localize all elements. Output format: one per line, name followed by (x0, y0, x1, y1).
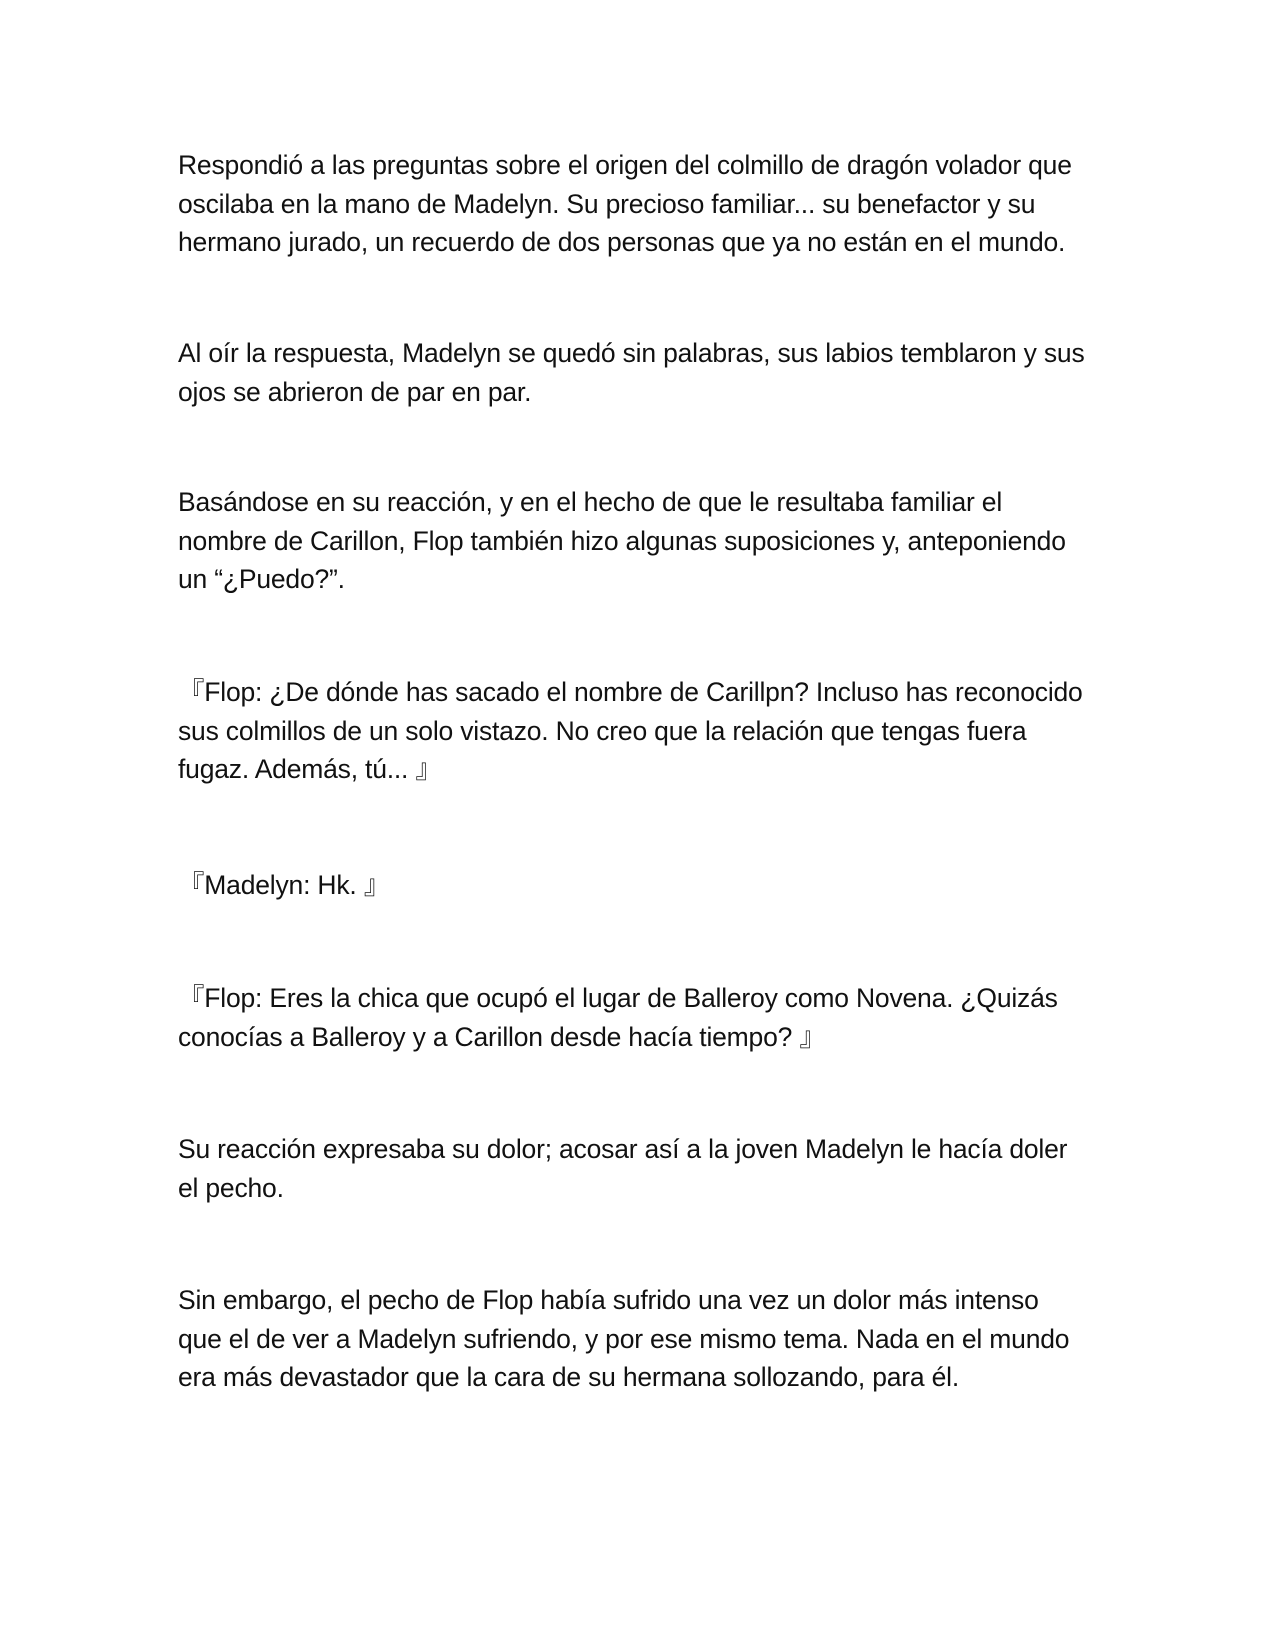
paragraph-madelyn-reaction (178, 334, 1118, 411)
paragraph-pain (178, 1130, 1118, 1207)
text-line: Su reacción expresaba su dolor; acosar así a la joven Madelyn le hacía doler (178, 1134, 1068, 1164)
text-line: conocías a Balleroy y a Carillon desde hacía tiempo? 』 (178, 1021, 826, 1052)
text-line: 『Flop: ¿De dónde has sacado el nombre de Carillpn? Incluso has reconocido (178, 677, 1083, 707)
dialogue-flop-question (178, 673, 1118, 789)
paragraph-sister (178, 1281, 1118, 1397)
text-line: Al oír la respuesta, Madelyn se quedó sin palabras, sus labios temblaron y sus (178, 338, 1085, 368)
paragraph-flop-suppositions (178, 483, 1118, 599)
text-line: Respondió a las preguntas sobre el origen del colmillo de dragón volador que (178, 150, 1072, 180)
text-line: hermano jurado, un recuerdo de dos personas que ya no están en el mundo. (178, 227, 1066, 257)
text-line: el pecho. (178, 1172, 284, 1203)
text-line: nombre de Carillon, Flop también hizo algunas suposiciones y, anteponiendo (178, 525, 1066, 556)
text-line: Basándose en su reacción, y en el hecho de que le resultaba familiar el (178, 487, 1003, 517)
text-line: que el de ver a Madelyn sufriendo, y por ese mismo tema. Nada en el mundo (178, 1323, 1070, 1354)
paragraph-origin-of-fang (178, 146, 1118, 262)
text-line: un “¿Puedo?”. (178, 564, 345, 594)
text-line: 『Flop: Eres la chica que ocupó el lugar de Balleroy como Novena. ¿Quizás (178, 983, 1058, 1013)
dialogue-madelyn-reply (178, 866, 1118, 905)
text-line: Sin embargo, el pecho de Flop había sufrido una vez un dolor más intenso (178, 1285, 1039, 1315)
text-line: era más devastador que la cara de su hermana sollozando, para él. (178, 1362, 960, 1392)
text-line: ojos se abrieron de par en par. (178, 376, 532, 407)
dialogue-flop-novena (178, 979, 1118, 1056)
text-line: oscilaba en la mano de Madelyn. Su precioso familiar... su benefactor y su (178, 188, 1036, 219)
text-line: fugaz. Además, tú... 』 (178, 754, 442, 784)
text-line: sus colmillos de un solo vistazo. No creo que la relación que tengas fuera (178, 715, 1027, 746)
text-line: 『Madelyn: Hk. 』 (178, 870, 391, 900)
